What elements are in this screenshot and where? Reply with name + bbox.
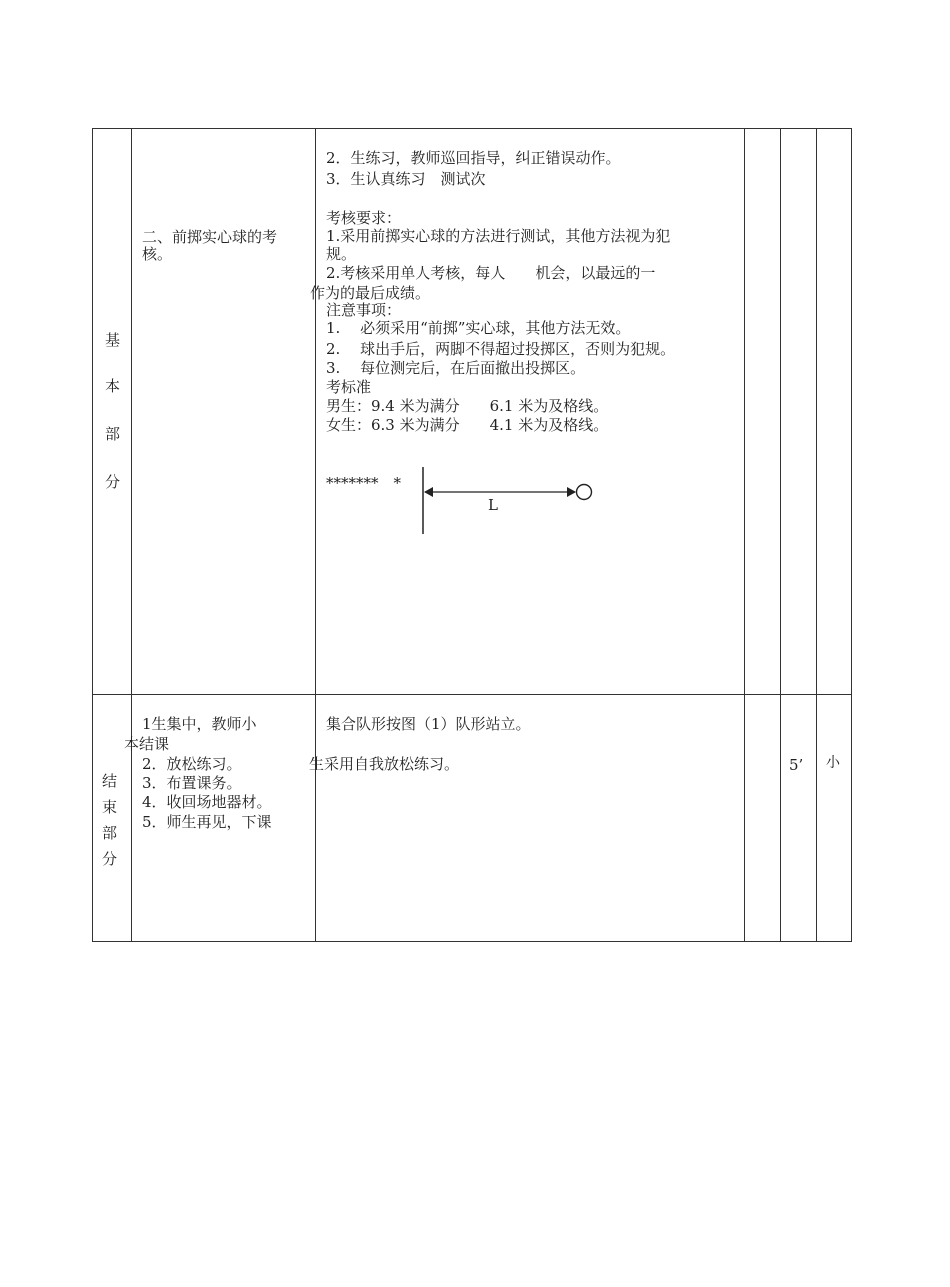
end-item: 1生集中，教师小 <box>142 715 257 733</box>
table-bottom-border <box>92 941 852 942</box>
col-border-6 <box>816 128 817 942</box>
end-item: 3．布置课务。 <box>142 774 242 792</box>
col-border-3 <box>315 128 316 942</box>
throw-diagram-figure <box>410 462 610 542</box>
end-item: 2．放松练习。 <box>142 755 242 773</box>
content-line: 女生：6.3 米为满分 4.1 米为及格线。 <box>326 416 609 434</box>
intensity-value: 小 <box>826 755 840 771</box>
content-line: 考核要求： <box>326 209 402 227</box>
content-line: 规。 <box>326 245 357 263</box>
content-line: 2.考核采用单人考核，每人 机会，以最远的一 <box>326 264 656 282</box>
section-char: 分 <box>105 473 121 491</box>
content-line: 考标准 <box>326 378 372 396</box>
section-char: 束 <box>102 798 118 816</box>
content-line: 1.采用前掷实心球的方法进行测试，其他方法视为犯 <box>326 227 671 245</box>
content-line: 3. 每位测完后，在后面撤出投掷区。 <box>326 359 586 377</box>
ball-marker <box>577 485 592 500</box>
content-line: 注意事项： <box>326 301 402 319</box>
content-line: 作为的最后成绩。 <box>310 284 431 302</box>
col-border-4 <box>744 128 745 942</box>
col-border-1 <box>92 128 93 942</box>
section-char: 本 <box>105 377 121 395</box>
distance-label: L <box>488 496 498 514</box>
content-line: 男生：9.4 米为满分 6.1 米为及格线。 <box>326 397 609 415</box>
content-line: 2．生练习，教师巡回指导，纠正错误动作。 <box>326 149 621 167</box>
section-char: 部 <box>102 824 118 842</box>
col-border-2 <box>131 128 132 942</box>
col-border-7 <box>851 128 852 942</box>
section-char: 基 <box>105 331 121 349</box>
row-divider <box>92 694 852 695</box>
time-value: 5’ <box>789 756 804 774</box>
section-char: 部 <box>105 425 121 443</box>
end-item: 4．收回场地器材。 <box>142 793 272 811</box>
diagram-stars: ******* * <box>326 474 402 492</box>
col-border-5 <box>780 128 781 942</box>
end-item: 本结课 <box>124 735 170 753</box>
topic-line: 二、前掷实心球的考 <box>142 228 278 246</box>
org-line: 生采用自我放松练习。 <box>309 755 460 773</box>
content-line: 2. 球出手后，两脚不得超过投掷区，否则为犯规。 <box>326 340 676 358</box>
section-char: 结 <box>102 772 118 790</box>
org-line: 集合队形按图（1）队形站立。 <box>326 715 531 733</box>
content-line: 1. 必须采用“前掷”实心球，其他方法无效。 <box>326 319 631 337</box>
content-line: 3．生认真练习 测试次 <box>326 170 486 188</box>
end-item: 5．师生再见，下课 <box>142 813 272 831</box>
arrowhead-right <box>567 487 576 497</box>
section-char: 分 <box>102 850 118 868</box>
topic-line: 核。 <box>142 245 173 263</box>
arrowhead-left <box>424 487 433 497</box>
table-top-border <box>92 128 852 129</box>
